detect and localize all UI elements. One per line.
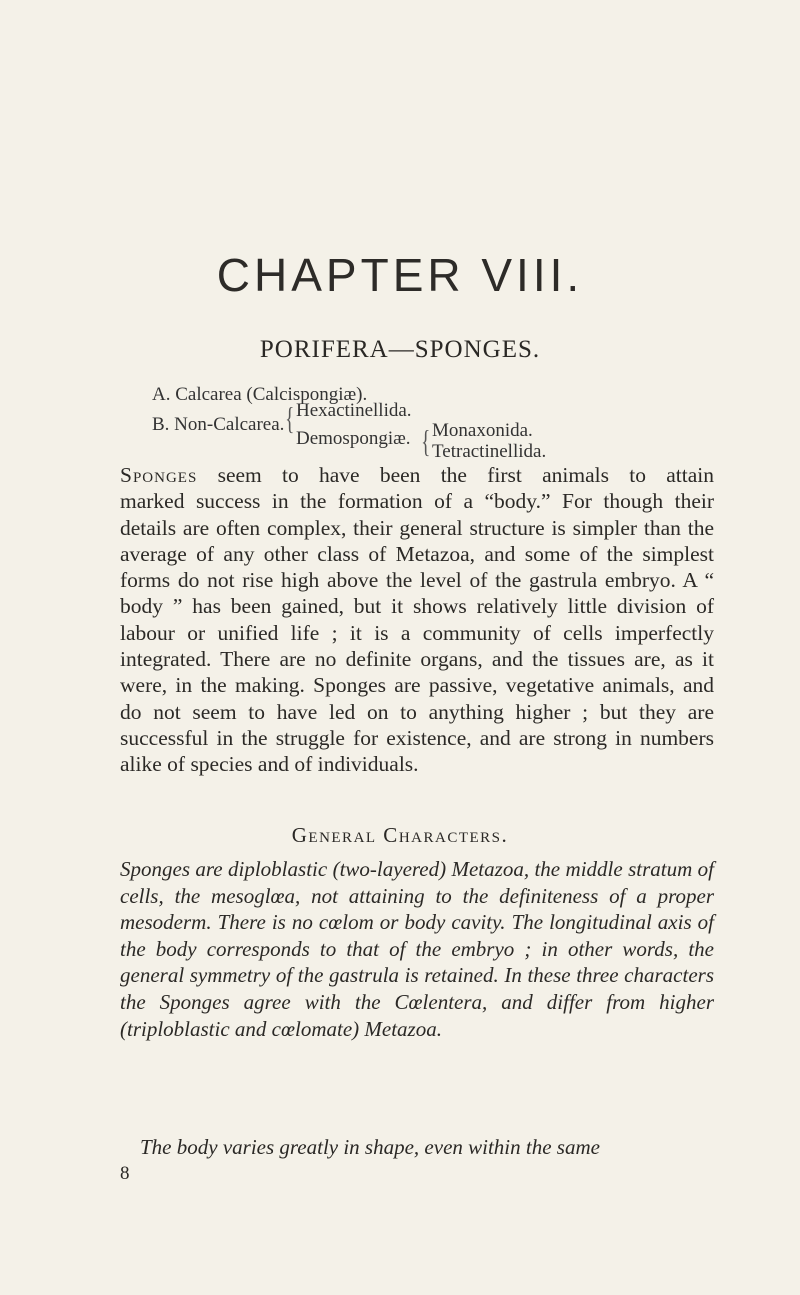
general-characters-paragraph: Sponges are diploblastic (two-layered) Metazoa, the middle stratum of cells, the mesoglœa, not attaining to the definiteness of a proper mesoderm. There is no cœlom or body cavity. The longitudinal axis of the body corresponds to that of the embryo ; in other words, the general symmetry of the gastrula is retained. In these three characters the Sponges agree with the Cœlentera, and differ from higher (triploblastic and cœlomate) Metazoa. <box>120 857 714 1041</box>
class-tetractinellida: Tetractinellida. <box>432 441 547 462</box>
intro-rest: marked success in the formation of a “body.” For though their details are often complex, their general structure is simpler than the average of any other class of Metazoa, and some of the simplest forms do not rise high above the level of the gastrula embryo. A “ body ” has been gained, but it shows relatively little division of labour or unified life ; it is a community of cells imperfectly integrated. There are no definite organs, and the tissues are, as it were, in the making. Sponges are passive, vegetative animals, and do not seem to have led on to anything higher ; but they are successful in the struggle for existence, and are strong in numbers alike of species and of individuals. <box>120 489 714 777</box>
intro-lead: Sponges <box>120 463 198 487</box>
class-a-calcarea: A. Calcarea (Calcispongiæ). <box>152 384 368 405</box>
intro-paragraph <box>120 462 714 778</box>
body-shape-line: The body varies greatly in shape, even within the same <box>140 1135 600 1159</box>
intro-first-line-rest: seem to have been the first animals to attain <box>217 463 714 487</box>
class-demospongiae: Demospongiæ. <box>296 428 411 449</box>
chapter-title: PORIFERA—SPONGES. <box>259 336 541 363</box>
class-hexactinellida: Hexactinellida. <box>296 400 412 421</box>
chapter-heading: CHAPTER VIII. <box>216 249 584 301</box>
page-number: 8 <box>120 1163 130 1184</box>
section-heading: General Characters. <box>291 823 509 847</box>
brace-left: { <box>285 400 295 436</box>
brace-right: { <box>421 423 431 459</box>
intro-first-line <box>120 462 714 488</box>
class-b-non-calcarea: B. Non-Calcarea. <box>152 414 285 435</box>
class-monaxonida: Monaxonida. <box>432 420 533 441</box>
